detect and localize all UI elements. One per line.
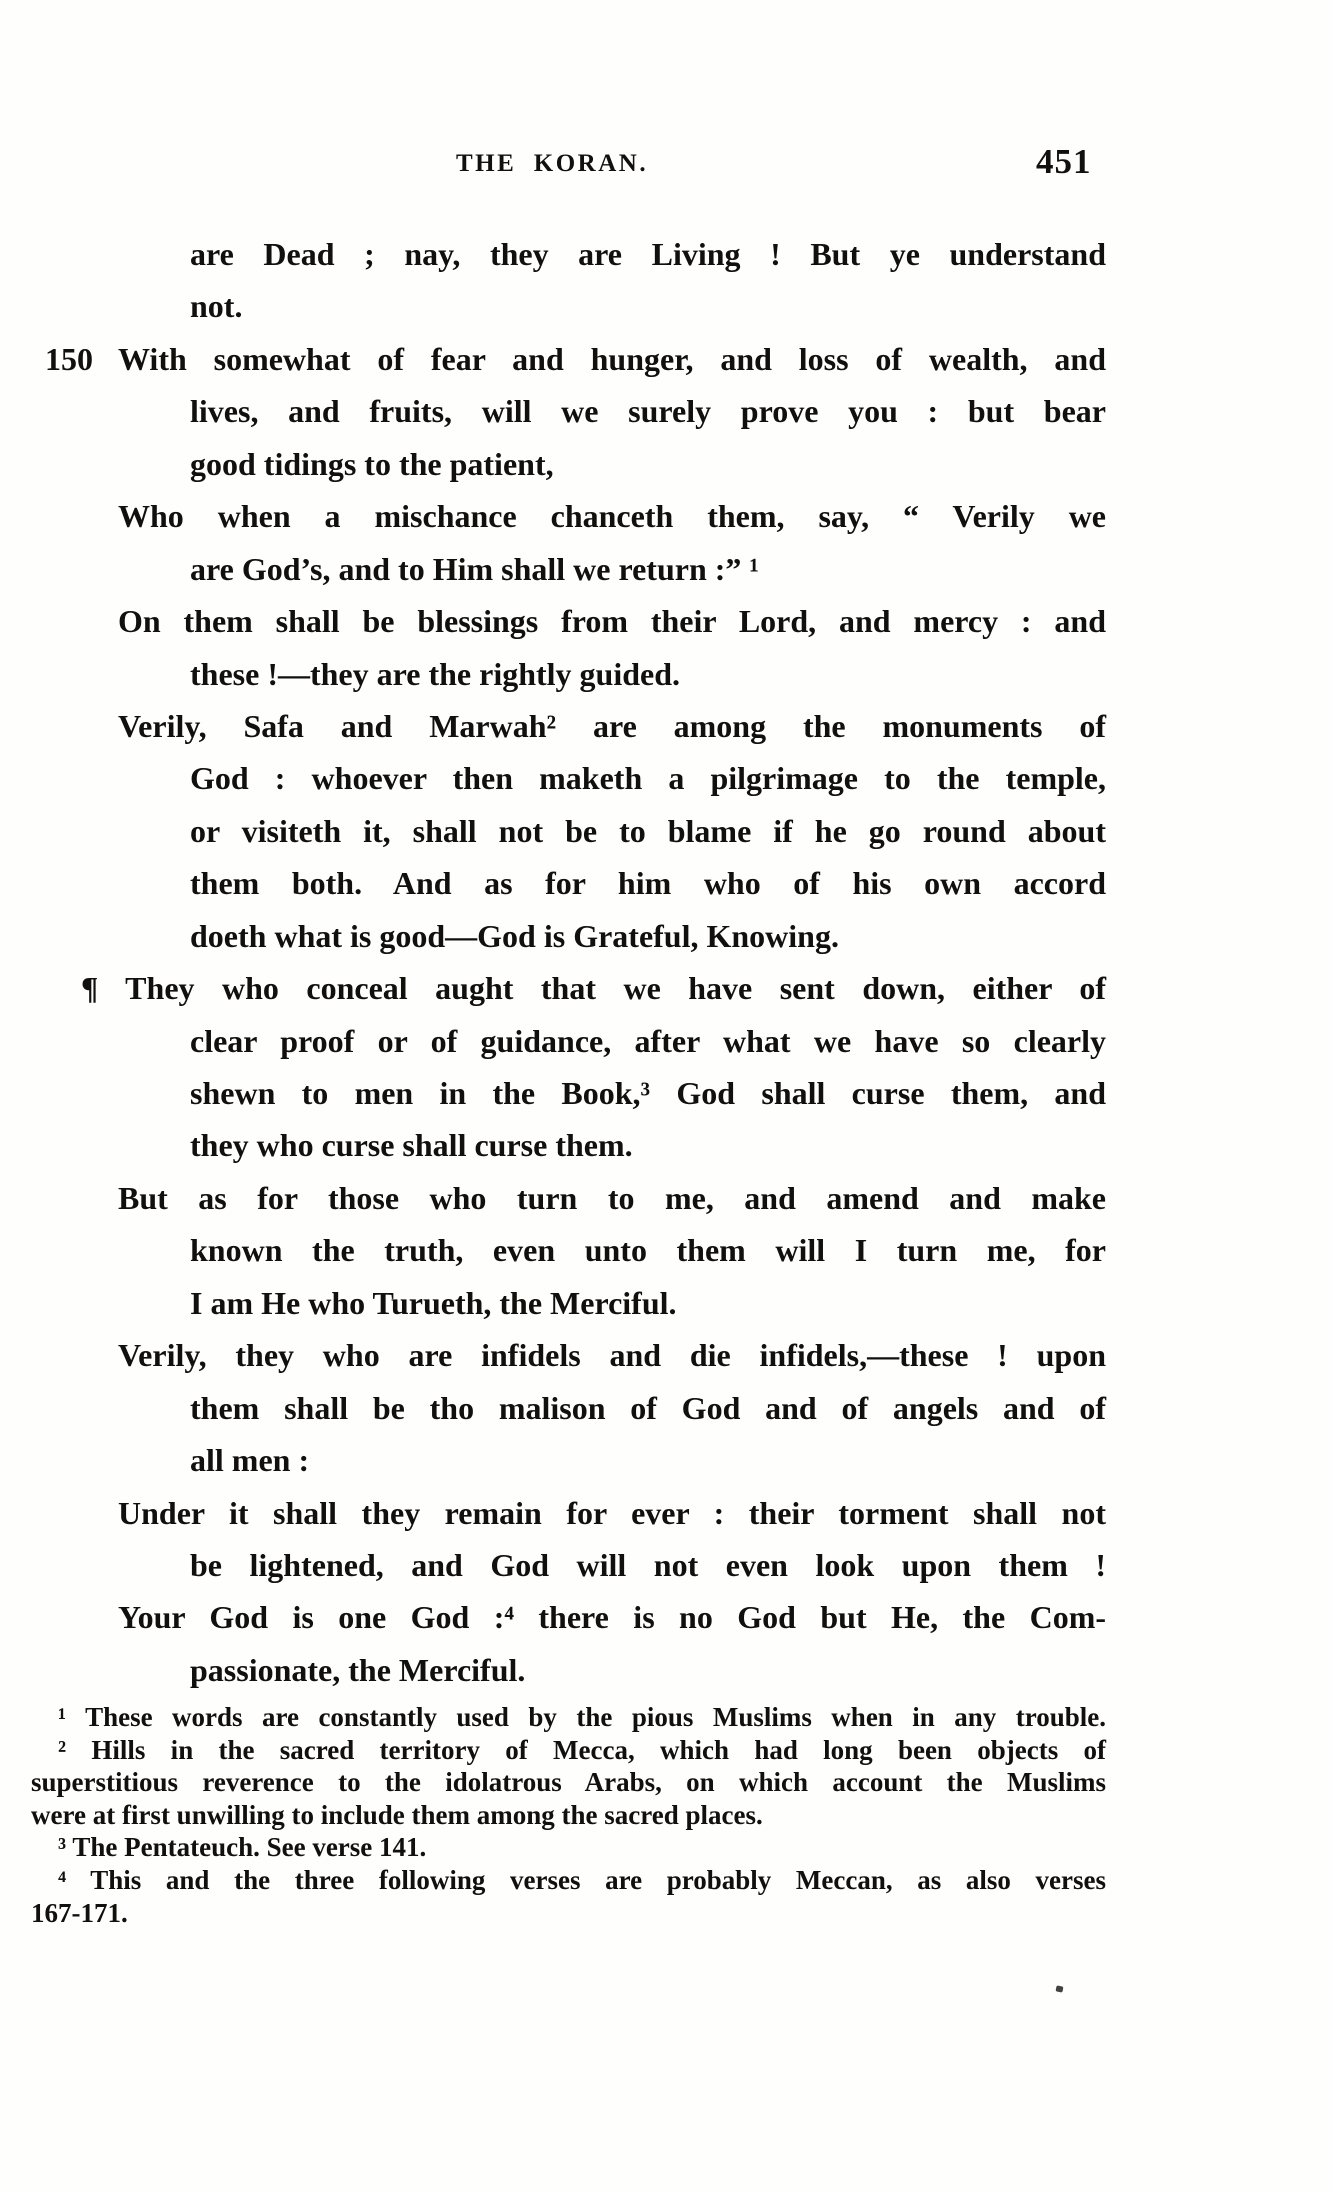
footnotes-block (31, 1701, 1106, 1929)
footnote-line: were at first unwilling to include them among the sacred places. (31, 1799, 763, 1830)
verse-line: But as for those who turn to me, and amend and make (118, 1179, 1106, 1216)
verse-line: or visiteth it, shall not be to blame if he go round about (190, 812, 1106, 849)
footnote-line: superstitious reverence to the idolatrous Arabs, on which account the Muslims (31, 1767, 1106, 1798)
verse-line: Your God is one God :⁴ there is no God but He, the Com- (118, 1599, 1106, 1636)
verse-line: be lightened, and God will not even look upon them ! (190, 1546, 1106, 1583)
verse-line: these !—they are the rightly guided. (190, 655, 681, 692)
footnote-line: 167-171. (31, 1897, 128, 1928)
footnote-line: ³ The Pentateuch. See verse 141. (58, 1832, 427, 1863)
verse-text-block (45, 228, 1106, 1696)
verse-line: are Dead ; nay, they are Living ! But ye understand (190, 236, 1106, 272)
verse-line: passionate, the Merciful. (190, 1651, 526, 1688)
verse-line: known the truth, even unto them will I turn me, for (190, 1232, 1106, 1269)
verse-line: clear proof or of guidance, after what we have so clearly (190, 1022, 1106, 1059)
verse-line: good tidings to the patient, (190, 445, 554, 482)
ink-speck (1055, 1985, 1063, 1992)
verse-line: lives, and fruits, will we surely prove you : but bear (190, 393, 1106, 430)
verse-line: God : whoever then maketh a pilgrimage to the temple, (190, 760, 1106, 797)
page-number: 451 (1036, 142, 1092, 181)
verse-line: Under it shall they remain for ever : their torment shall not (118, 1494, 1106, 1531)
verse-line: Verily, Safa and Marwah² are among the monuments of (118, 707, 1106, 744)
footnote-line: ¹ These words are constantly used by the pious Muslims when in any trouble. (58, 1702, 1106, 1732)
verse-line: 150 With somewhat of fear and hunger, and loss of wealth, and (118, 333, 1106, 385)
verse-line: shewn to men in the Book,³ God shall curse them, and (190, 1075, 1106, 1111)
verse-line: Who when a mischance chanceth them, say, “ Verily we (118, 498, 1106, 535)
verse-number: 150 (45, 340, 93, 377)
verse-line: them both. And as for him who of his own accord (190, 865, 1106, 902)
verse-line: not. (190, 288, 243, 325)
verse-line: I am He who Turueth, the Merciful. (190, 1284, 677, 1321)
running-title: THE KORAN. (456, 150, 649, 177)
footnote-line: ² Hills in the sacred territory of Mecca, which had long been objects of (58, 1734, 1106, 1765)
verse-line: all men : (190, 1442, 310, 1479)
verse-line: Verily, they who are infidels and die infidels,—these ! upon (118, 1337, 1106, 1374)
verse-line: them shall be tho malison of God and of angels and of (190, 1389, 1106, 1426)
verse-line: are God’s, and to Him shall we return :” ¹ (190, 550, 759, 587)
verse-line: On them shall be blessings from their Lord, and mercy : and (118, 603, 1106, 640)
verse-line: ¶ They who conceal aught that we have sent down, either of (81, 970, 1106, 1007)
verse-line: doeth what is good—God is Grateful, Knowing. (190, 917, 839, 954)
footnote-line: ⁴ This and the three following verses are probably Meccan, as also verses (58, 1864, 1106, 1895)
verse-line: they who curse shall curse them. (190, 1127, 633, 1164)
